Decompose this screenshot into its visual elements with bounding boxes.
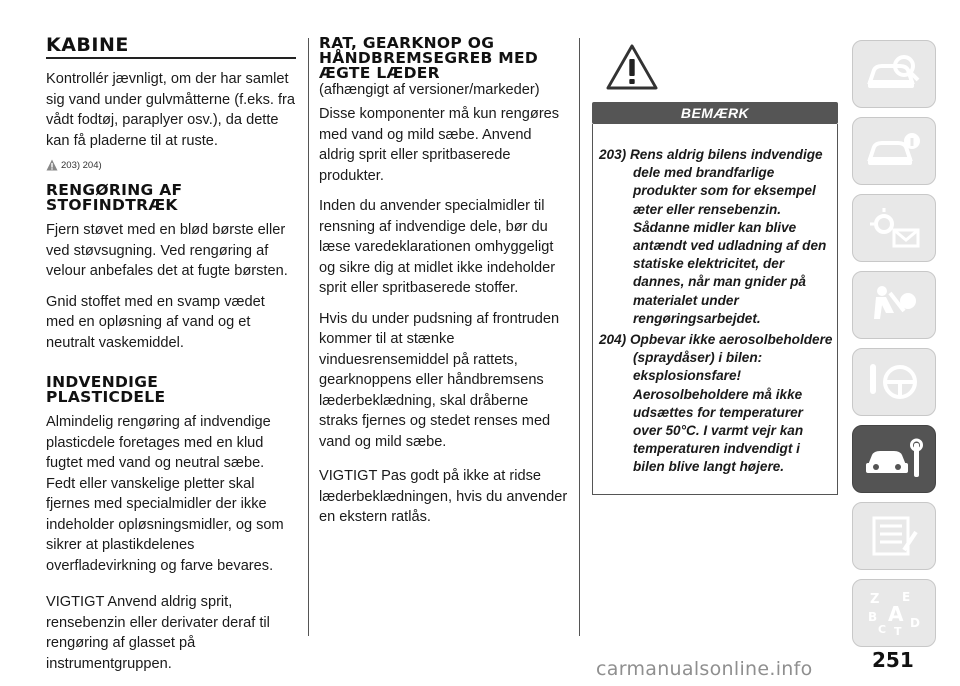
plastic-paragraph-1: Almindelig rengøring af indvendige plasticdele foretages med en klud fugtet med vand og neutral sæbe. Fedt eller vanskelige pletter skal fjernes med specialmidler der ikke indeholder opløsningsmidler, og som sikrer at plastikdelenes overfladevirkning og farve bevares. [46,414,284,574]
warning-icon [46,159,58,171]
svg-text:E: E [902,590,911,604]
leather-paragraph-4: VIGTIGT Pas godt på ikke at ridse læderbeklædningen, hvis du anvender en ekstern ratlås. [319,468,568,525]
watermark: carmanualsonline.info [596,658,813,680]
page-number: 251 [872,648,914,672]
data-list-icon [864,514,924,558]
note-204-text: 204) Opbevar ikke aerosolbeholdere (spraydåser) i bilen: eksplosionsfare! Aerosolbeholdere må ikke udsættes for temperaturer over 50°C. I varmt vejr kan temperaturen indvendigt i bilen blive langt højere. [599,332,833,475]
note-reference-text: 203) 204) [61,160,102,171]
heading-leather-line1: RAT, GEARKNOP OG [319,34,495,52]
car-info-icon [864,129,924,173]
tab-steering-key[interactable] [852,348,936,416]
tab-data-list[interactable] [852,502,936,570]
plastic-paragraph-2: VIGTIGT Anvend aldrig sprit, rensebenzin eller derivater deraf til rengøring af glasset på instrumentgruppen. [46,594,270,672]
leather-paragraph-2: Inden du anvender specialmidler til rensning af indvendige dele, bør du læse varedeklarationen omhyggeligt og sikre dig at midlet ikke indeholder sprit eller spritbaserede stoffer. [319,198,556,296]
tab-warning-lights[interactable] [852,194,936,262]
warning-lights-message-icon [864,206,924,250]
svg-text:C: C [878,623,887,636]
tab-car-wrench[interactable] [852,425,936,493]
tab-car-info[interactable] [852,117,936,185]
heading-leather-line2: HÅNDBREMSEGREB MED [319,49,539,67]
svg-text:T: T [894,625,902,637]
car-info-search-icon [864,52,924,96]
leather-subtitle: (afhængigt af versioner/markeder) [319,82,540,98]
seat-airbag-icon [864,283,924,327]
heading-leather-line3: ÆGTE LÆDER [319,64,440,82]
leather-paragraph-3: Hvis du under pudsning af frontruden kommer til at stænke vinduesrensemiddel på rattets, gearknoppens eller håndbremsens læderbeklædning, skal dråberne straks fjernes og stedet renses med vand og mild sæbe. [319,310,560,450]
heading-rengoering-line2: STOFINDTRÆK [46,196,178,214]
svg-text:B: B [868,610,878,624]
note-204 [599,331,833,477]
car-wrench-icon [864,437,924,481]
tab-car-info-search[interactable] [852,40,936,108]
column-right [592,44,838,495]
column-divider-1 [308,38,309,636]
stof-paragraph-2: Gnid stoffet med en svamp vædet med en opløsning af vand og et neutralt vaskemiddel. [46,293,265,351]
column-divider-2 [579,38,580,636]
heading-plastic-line2: PLASTICDELE [46,388,166,406]
notice-box [592,124,838,495]
svg-text:A: A [888,602,904,626]
alphabet-index-icon [864,589,924,637]
section-title-kabine: KABINE [46,34,129,56]
leather-paragraph-1: Disse komponenter må kun rengøres med vand og mild sæbe. Anvend aldrig sprit eller spritbaserede produkter. [319,106,560,184]
steering-key-icon [864,360,924,404]
column-middle [319,36,569,538]
kabine-intro: Kontrollér jævnligt, om der har samlet sig vand under gulvmåtterne (f.eks. fra vådt fodtøj, paraplyer osv.), da dette kan få pladerne til at ruste. [46,71,296,149]
svg-text:Z: Z [870,592,880,607]
column-left [46,36,296,684]
svg-text:D: D [910,616,920,630]
note-203-text: 203) Rens aldrig bilens indvendige dele med brandfarlige produkter som for eksempel æter eller rensebenzin. Sådanne midler kan blive antændt ved udladning af den statiske elektricitet, der dannes, når man gnider på materialet under rengøringsarbejdet. [599,147,827,326]
stof-paragraph-1: Fjern støvet med en blød børste eller ved støvsugning. Ved rengøring af velour anbefales det at fugte børsten. [46,222,288,279]
heading-rengoering-line1: RENGØRING AF [46,181,183,199]
tab-seat-airbag[interactable] [852,271,936,339]
note-reference[interactable] [46,159,296,171]
note-203 [599,146,833,328]
notice-header: BEMÆRK [592,102,838,124]
tab-alphabet-index[interactable] [852,579,936,647]
warning-triangle-icon [606,44,658,90]
title-rule [46,57,296,59]
heading-plastic-line1: INDVENDIGE [46,373,159,391]
